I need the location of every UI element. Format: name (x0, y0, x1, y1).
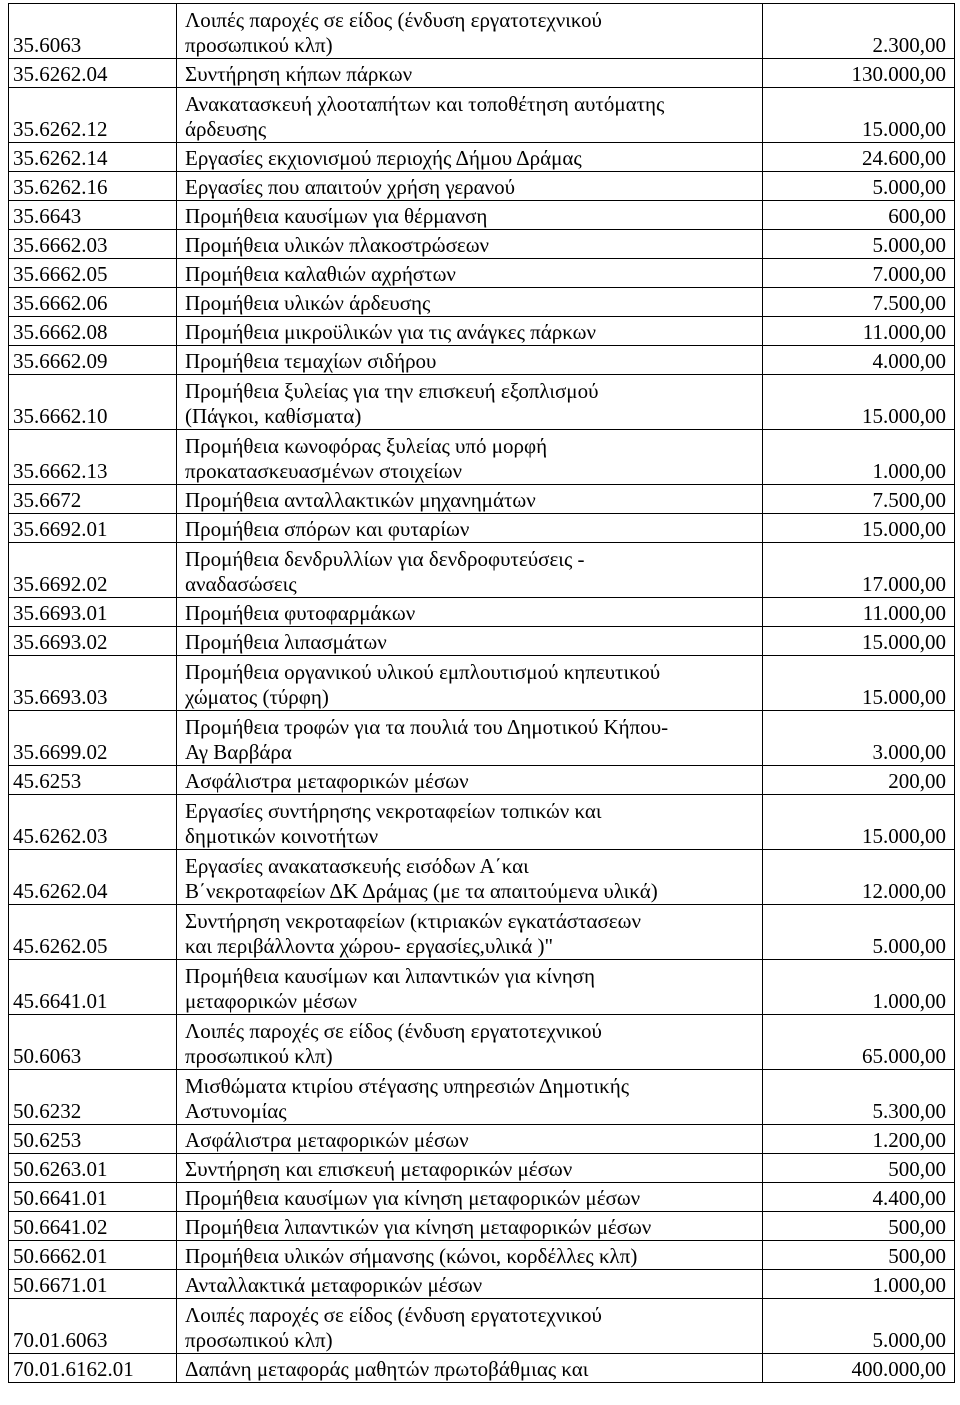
table-row (9, 317, 955, 346)
account-code: 70.01.6162.01 (9, 1354, 177, 1383)
table-row (9, 850, 955, 905)
expense-description: Προμήθεια ξυλείας για την επισκευή εξοπλισμού (Πάγκοι, καθίσματα) (177, 375, 763, 430)
account-code: 35.6693.02 (9, 627, 177, 656)
amount: 1.200,00 (763, 1125, 955, 1154)
account-code: 35.6662.05 (9, 259, 177, 288)
expense-description: Προμήθεια δενδρυλλίων για δενδροφυτεύσεις - αναδασώσεις (177, 543, 763, 598)
amount: 5.000,00 (763, 905, 955, 960)
amount: 400.000,00 (763, 1354, 955, 1383)
account-code: 35.6643 (9, 201, 177, 230)
table-row (9, 1015, 955, 1070)
amount: 65.000,00 (763, 1015, 955, 1070)
table-row (9, 1070, 955, 1125)
expense-description: Εργασίες που απαιτούν χρήση γερανού (177, 172, 763, 201)
table-row (9, 1299, 955, 1354)
account-code: 50.6641.01 (9, 1183, 177, 1212)
amount: 3.000,00 (763, 711, 955, 766)
amount: 15.000,00 (763, 375, 955, 430)
expense-description: Ανταλλακτικά μεταφορικών μέσων (177, 1270, 763, 1299)
expense-description: Προμήθεια καυσίμων για θέρμανση (177, 201, 763, 230)
account-code: 35.6662.08 (9, 317, 177, 346)
budget-table-body (9, 4, 955, 1383)
table-row (9, 1270, 955, 1299)
account-code: 35.6063 (9, 4, 177, 59)
table-row (9, 711, 955, 766)
table-row (9, 143, 955, 172)
account-code: 35.6692.02 (9, 543, 177, 598)
account-code: 35.6699.02 (9, 711, 177, 766)
amount: 7.500,00 (763, 485, 955, 514)
account-code: 35.6672 (9, 485, 177, 514)
table-row (9, 598, 955, 627)
amount: 4.400,00 (763, 1183, 955, 1212)
expense-description: Προμήθεια καυσίμων και λιπαντικών για κίνηση μεταφορικών μέσων (177, 960, 763, 1015)
table-row (9, 514, 955, 543)
table-row (9, 1212, 955, 1241)
expense-description: Ασφάλιστρα μεταφορικών μέσων (177, 766, 763, 795)
amount: 12.000,00 (763, 850, 955, 905)
table-row (9, 795, 955, 850)
expense-description: Προμήθεια τεμαχίων σιδήρου (177, 346, 763, 375)
table-row (9, 88, 955, 143)
amount: 5.000,00 (763, 230, 955, 259)
account-code: 45.6262.04 (9, 850, 177, 905)
amount: 15.000,00 (763, 88, 955, 143)
account-code: 35.6262.12 (9, 88, 177, 143)
amount: 1.000,00 (763, 430, 955, 485)
expense-description: Προμήθεια καλαθιών αχρήστων (177, 259, 763, 288)
account-code: 50.6232 (9, 1070, 177, 1125)
amount: 15.000,00 (763, 656, 955, 711)
expense-description: Προμήθεια φυτοφαρμάκων (177, 598, 763, 627)
account-code: 50.6671.01 (9, 1270, 177, 1299)
amount: 500,00 (763, 1212, 955, 1241)
table-row (9, 656, 955, 711)
table-row (9, 1354, 955, 1383)
amount: 15.000,00 (763, 627, 955, 656)
amount: 5.000,00 (763, 172, 955, 201)
amount: 5.000,00 (763, 1299, 955, 1354)
expense-description: Προμήθεια κωνοφόρας ξυλείας υπό μορφή προκατασκευασμένων στοιχείων (177, 430, 763, 485)
account-code: 35.6692.01 (9, 514, 177, 543)
account-code: 70.01.6063 (9, 1299, 177, 1354)
amount: 7.000,00 (763, 259, 955, 288)
table-row (9, 375, 955, 430)
amount: 1.000,00 (763, 960, 955, 1015)
account-code: 50.6263.01 (9, 1154, 177, 1183)
expense-description: Προμήθεια λιπασμάτων (177, 627, 763, 656)
amount: 200,00 (763, 766, 955, 795)
expense-description: Προμήθεια λιπαντικών για κίνηση μεταφορικών μέσων (177, 1212, 763, 1241)
amount: 7.500,00 (763, 288, 955, 317)
account-code: 35.6662.10 (9, 375, 177, 430)
table-row (9, 1154, 955, 1183)
amount: 5.300,00 (763, 1070, 955, 1125)
table-row (9, 201, 955, 230)
expense-description: Προμήθεια υλικών σήμανσης (κώνοι, κορδέλλες κλπ) (177, 1241, 763, 1270)
amount: 17.000,00 (763, 543, 955, 598)
amount: 500,00 (763, 1241, 955, 1270)
expense-description: Συντήρηση κήπων πάρκων (177, 59, 763, 88)
expense-description: Λοιπές παροχές σε είδος (ένδυση εργατοτεχνικού προσωπικού κλπ) (177, 1015, 763, 1070)
table-row (9, 905, 955, 960)
account-code: 35.6662.06 (9, 288, 177, 317)
amount: 11.000,00 (763, 598, 955, 627)
expense-description: Προμήθεια καυσίμων για κίνηση μεταφορικών μέσων (177, 1183, 763, 1212)
table-row (9, 4, 955, 59)
expense-description: Προμήθεια μικροϋλικών για τις ανάγκες πάρκων (177, 317, 763, 346)
expense-description: Προμήθεια υλικών πλακοστρώσεων (177, 230, 763, 259)
account-code: 35.6662.09 (9, 346, 177, 375)
account-code: 35.6693.03 (9, 656, 177, 711)
table-row (9, 543, 955, 598)
table-row (9, 1183, 955, 1212)
expense-description: Προμήθεια ανταλλακτικών μηχανημάτων (177, 485, 763, 514)
expense-description: Δαπάνη μεταφοράς μαθητών πρωτοβάθμιας και (177, 1354, 763, 1383)
account-code: 45.6641.01 (9, 960, 177, 1015)
account-code: 50.6253 (9, 1125, 177, 1154)
expense-description: Μισθώματα κτιρίου στέγασης υπηρεσιών Δημοτικής Αστυνομίας (177, 1070, 763, 1125)
table-row (9, 288, 955, 317)
account-code: 35.6262.04 (9, 59, 177, 88)
account-code: 35.6262.14 (9, 143, 177, 172)
expense-description: Προμήθεια τροφών για τα πουλιά του Δημοτικού Κήπου- Αγ Βαρβάρα (177, 711, 763, 766)
expense-description: Προμήθεια υλικών άρδευσης (177, 288, 763, 317)
expense-description: Προμήθεια οργανικού υλικού εμπλουτισμού κηπευτικού χώματος (τύρφη) (177, 656, 763, 711)
table-row (9, 960, 955, 1015)
expense-description: Λοιπές παροχές σε είδος (ένδυση εργατοτεχνικού προσωπικού κλπ) (177, 4, 763, 59)
account-code: 35.6662.03 (9, 230, 177, 259)
expense-description: Εργασίες συντήρησης νεκροταφείων τοπικών και δημοτικών κοινοτήτων (177, 795, 763, 850)
amount: 500,00 (763, 1154, 955, 1183)
amount: 600,00 (763, 201, 955, 230)
expense-description: Ανακατασκευή χλοοταπήτων και τοποθέτηση αυτόματης άρδευσης (177, 88, 763, 143)
expense-description: Συντήρηση και επισκευή μεταφορικών μέσων (177, 1154, 763, 1183)
table-row (9, 1125, 955, 1154)
account-code: 35.6662.13 (9, 430, 177, 485)
amount: 11.000,00 (763, 317, 955, 346)
account-code: 35.6693.01 (9, 598, 177, 627)
amount: 2.300,00 (763, 4, 955, 59)
amount: 24.600,00 (763, 143, 955, 172)
amount: 15.000,00 (763, 514, 955, 543)
expense-description: Ασφάλιστρα μεταφορικών μέσων (177, 1125, 763, 1154)
budget-table (8, 3, 955, 1383)
table-row (9, 430, 955, 485)
table-row (9, 172, 955, 201)
table-row (9, 259, 955, 288)
account-code: 50.6662.01 (9, 1241, 177, 1270)
table-row (9, 1241, 955, 1270)
amount: 15.000,00 (763, 795, 955, 850)
expense-description: Λοιπές παροχές σε είδος (ένδυση εργατοτεχνικού προσωπικού κλπ) (177, 1299, 763, 1354)
expense-description: Προμήθεια σπόρων και φυταρίων (177, 514, 763, 543)
amount: 4.000,00 (763, 346, 955, 375)
table-row (9, 485, 955, 514)
expense-description: Συντήρηση νεκροταφείων (κτιριακών εγκατάστασεων και περιβάλλοντα χώρου- εργασίες,υλικά )" (177, 905, 763, 960)
budget-table-page (8, 3, 954, 1383)
table-row (9, 230, 955, 259)
table-row (9, 59, 955, 88)
amount: 1.000,00 (763, 1270, 955, 1299)
account-code: 45.6262.05 (9, 905, 177, 960)
account-code: 45.6262.03 (9, 795, 177, 850)
account-code: 45.6253 (9, 766, 177, 795)
amount: 130.000,00 (763, 59, 955, 88)
account-code: 35.6262.16 (9, 172, 177, 201)
table-row (9, 627, 955, 656)
account-code: 50.6063 (9, 1015, 177, 1070)
table-row (9, 346, 955, 375)
expense-description: Εργασίες εκχιονισμού περιοχής Δήμου Δράμας (177, 143, 763, 172)
account-code: 50.6641.02 (9, 1212, 177, 1241)
table-row (9, 766, 955, 795)
expense-description: Εργασίες ανακατασκευής εισόδων Α΄και Β΄νεκροταφείων ΔΚ Δράμας (με τα απαιτούμενα υλικά) (177, 850, 763, 905)
